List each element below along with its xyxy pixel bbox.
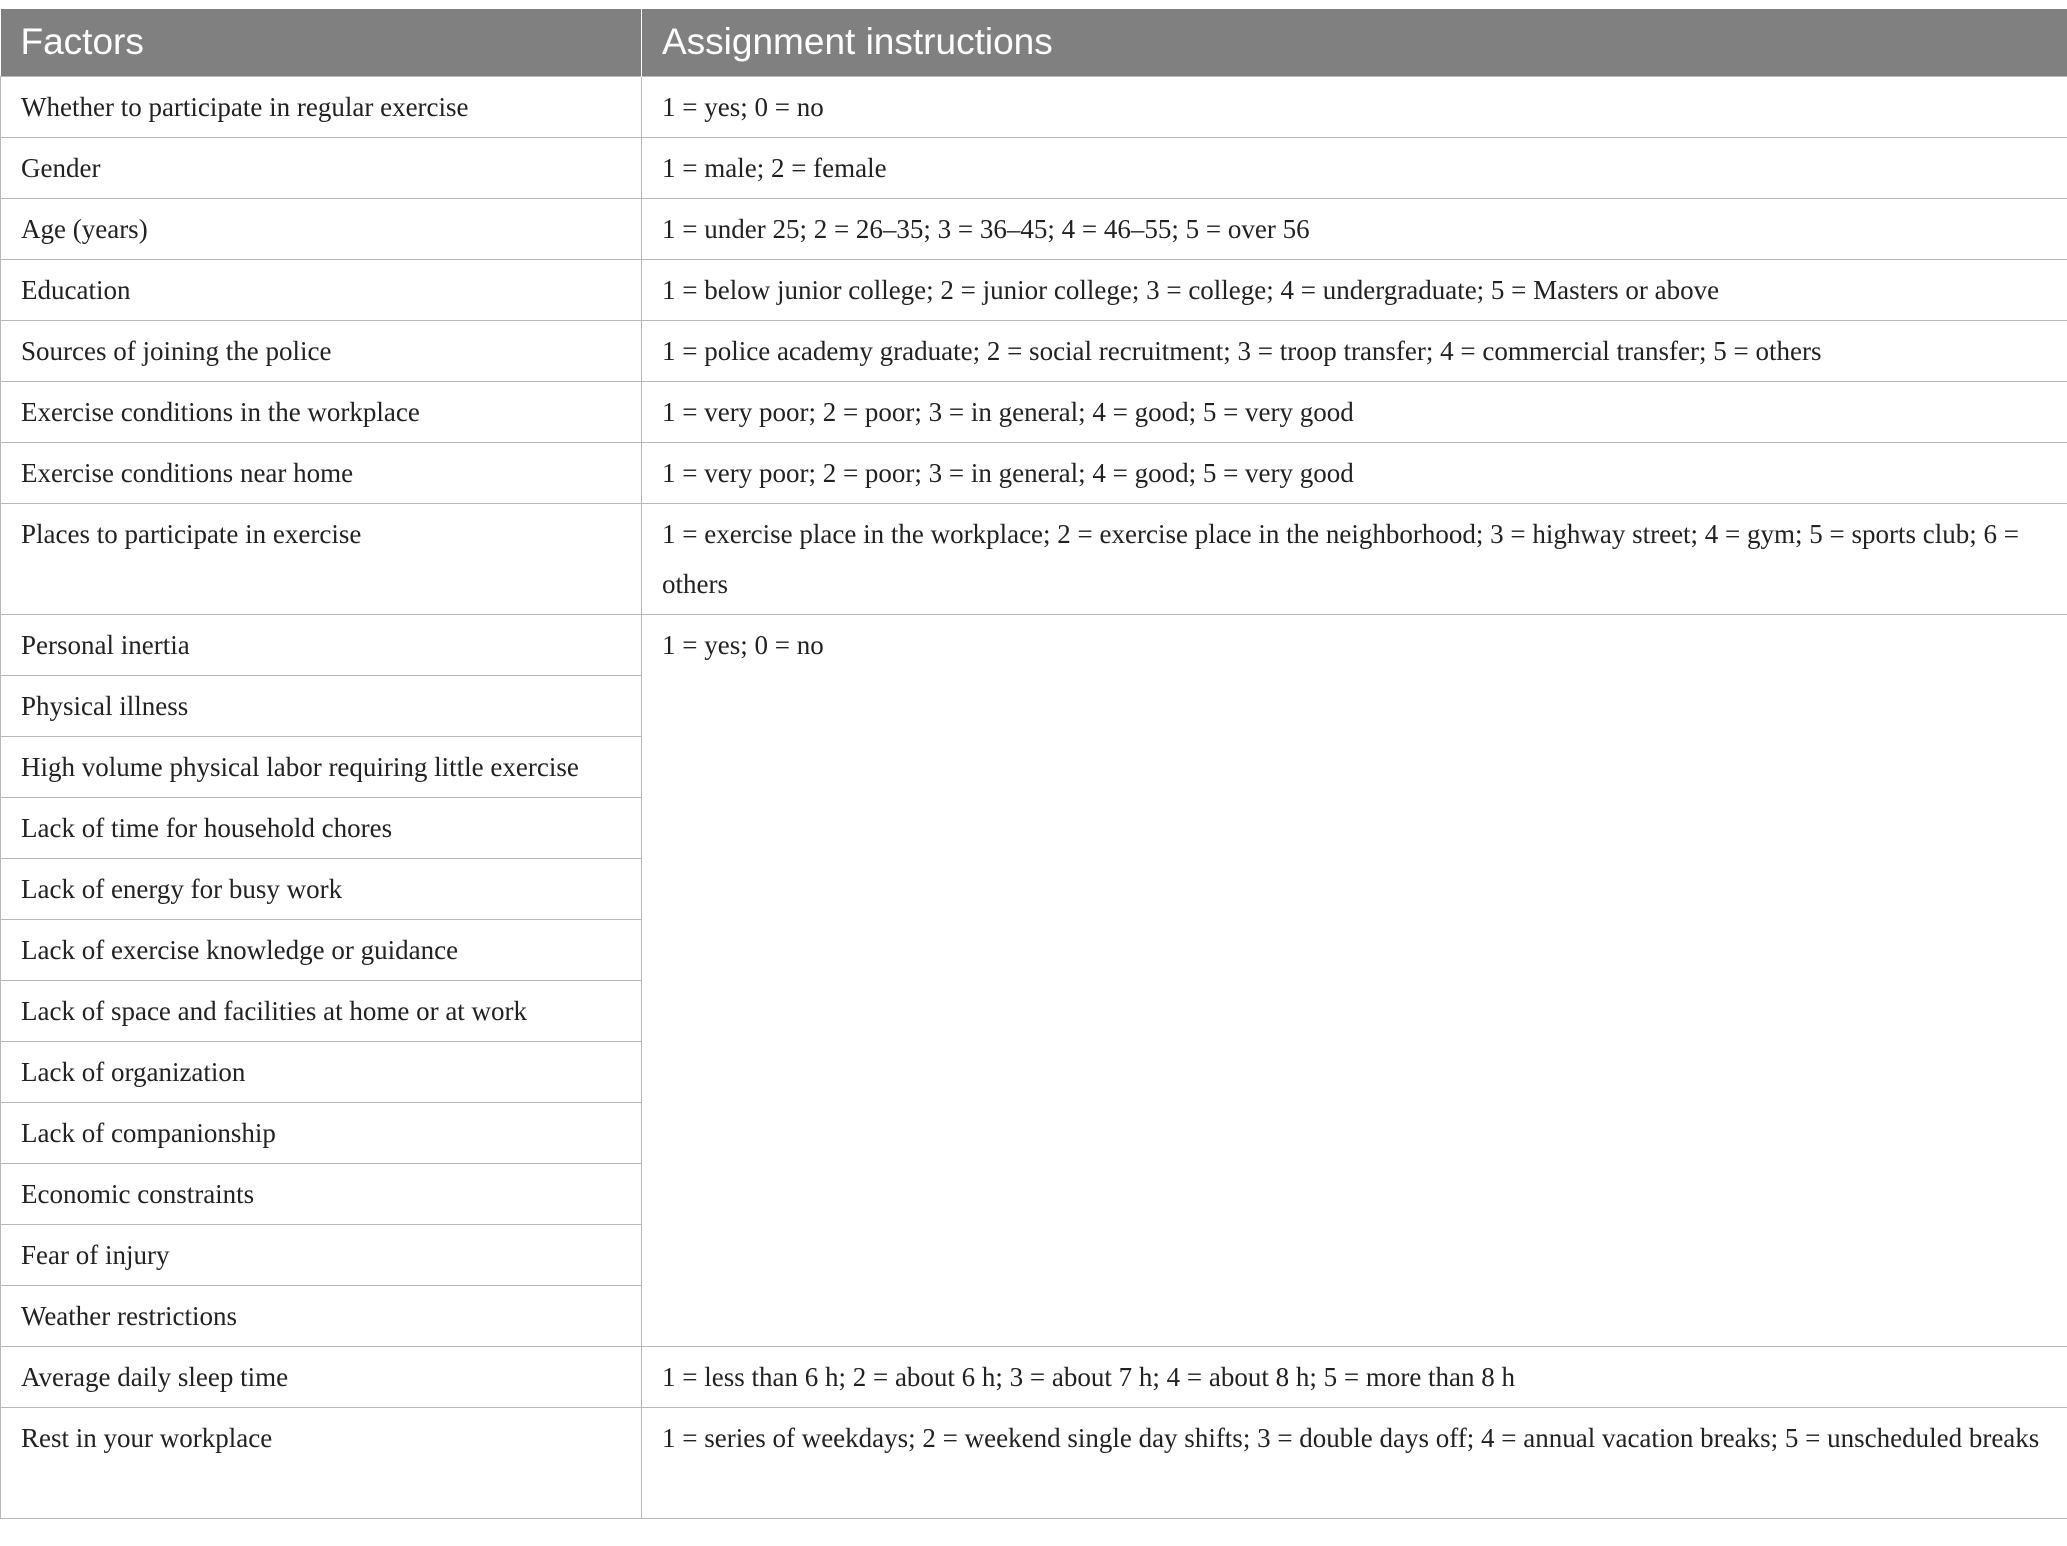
instruction-cell: 1 = series of weekdays; 2 = weekend single day shifts; 3 = double days off; 4 = annual vacation breaks; 5 = unscheduled breaks bbox=[642, 1407, 2067, 1518]
instruction-cell: 1 = police academy graduate; 2 = social recruitment; 3 = troop transfer; 4 = commercial transfer; 5 = others bbox=[642, 320, 2067, 381]
factor-cell: Lack of space and facilities at home or at work bbox=[1, 980, 642, 1041]
factor-cell: Physical illness bbox=[1, 675, 642, 736]
table-row bbox=[1, 1346, 2067, 1407]
instruction-cell: 1 = yes; 0 = no bbox=[642, 76, 2067, 137]
factor-cell: Lack of energy for busy work bbox=[1, 858, 642, 919]
factor-cell: Personal inertia bbox=[1, 614, 642, 675]
table-row bbox=[1, 198, 2067, 259]
table-row bbox=[1, 137, 2067, 198]
table-row bbox=[1, 1407, 2067, 1518]
table-row bbox=[1, 320, 2067, 381]
factor-cell: Lack of time for household chores bbox=[1, 797, 642, 858]
instruction-cell: 1 = less than 6 h; 2 = about 6 h; 3 = about 7 h; 4 = about 8 h; 5 = more than 8 h bbox=[642, 1346, 2067, 1407]
factor-cell: Exercise conditions in the workplace bbox=[1, 381, 642, 442]
factor-cell: Lack of organization bbox=[1, 1041, 642, 1102]
factor-cell: Education bbox=[1, 259, 642, 320]
assignment-table bbox=[0, 9, 2067, 1519]
factor-cell: Sources of joining the police bbox=[1, 320, 642, 381]
table-row bbox=[1, 76, 2067, 137]
assignment-table-container bbox=[0, 9, 2067, 1519]
factor-cell: Lack of companionship bbox=[1, 1102, 642, 1163]
factor-cell: Lack of exercise knowledge or guidance bbox=[1, 919, 642, 980]
factor-cell: Gender bbox=[1, 137, 642, 198]
table-row bbox=[1, 503, 2067, 614]
merged-instruction-cell: 1 = yes; 0 = no bbox=[642, 614, 2067, 1346]
instruction-cell: 1 = exercise place in the workplace; 2 = exercise place in the neighborhood; 3 = highway street; 4 = gym; 5 = sports club; 6 = others bbox=[642, 503, 2067, 614]
factor-cell: Fear of injury bbox=[1, 1224, 642, 1285]
factor-cell: High volume physical labor requiring little exercise bbox=[1, 736, 642, 797]
factor-cell: Weather restrictions bbox=[1, 1285, 642, 1346]
factor-cell: Exercise conditions near home bbox=[1, 442, 642, 503]
instruction-cell: 1 = under 25; 2 = 26–35; 3 = 36–45; 4 = 46–55; 5 = over 56 bbox=[642, 198, 2067, 259]
header-assignment-instructions: Assignment instructions bbox=[642, 9, 2067, 76]
header-factors: Factors bbox=[1, 9, 642, 76]
instruction-cell: 1 = very poor; 2 = poor; 3 = in general; 4 = good; 5 = very good bbox=[642, 381, 2067, 442]
factor-cell: Whether to participate in regular exercise bbox=[1, 76, 642, 137]
table-row bbox=[1, 614, 2067, 675]
factor-cell: Places to participate in exercise bbox=[1, 503, 642, 614]
factor-cell: Age (years) bbox=[1, 198, 642, 259]
table-row bbox=[1, 381, 2067, 442]
table-row bbox=[1, 442, 2067, 503]
factor-cell: Economic constraints bbox=[1, 1163, 642, 1224]
instruction-cell: 1 = below junior college; 2 = junior college; 3 = college; 4 = undergraduate; 5 = Masters or above bbox=[642, 259, 2067, 320]
factor-cell: Rest in your workplace bbox=[1, 1407, 642, 1518]
factor-cell: Average daily sleep time bbox=[1, 1346, 642, 1407]
table-row bbox=[1, 259, 2067, 320]
table-header-row bbox=[1, 9, 2067, 76]
instruction-cell: 1 = very poor; 2 = poor; 3 = in general; 4 = good; 5 = very good bbox=[642, 442, 2067, 503]
instruction-cell: 1 = male; 2 = female bbox=[642, 137, 2067, 198]
